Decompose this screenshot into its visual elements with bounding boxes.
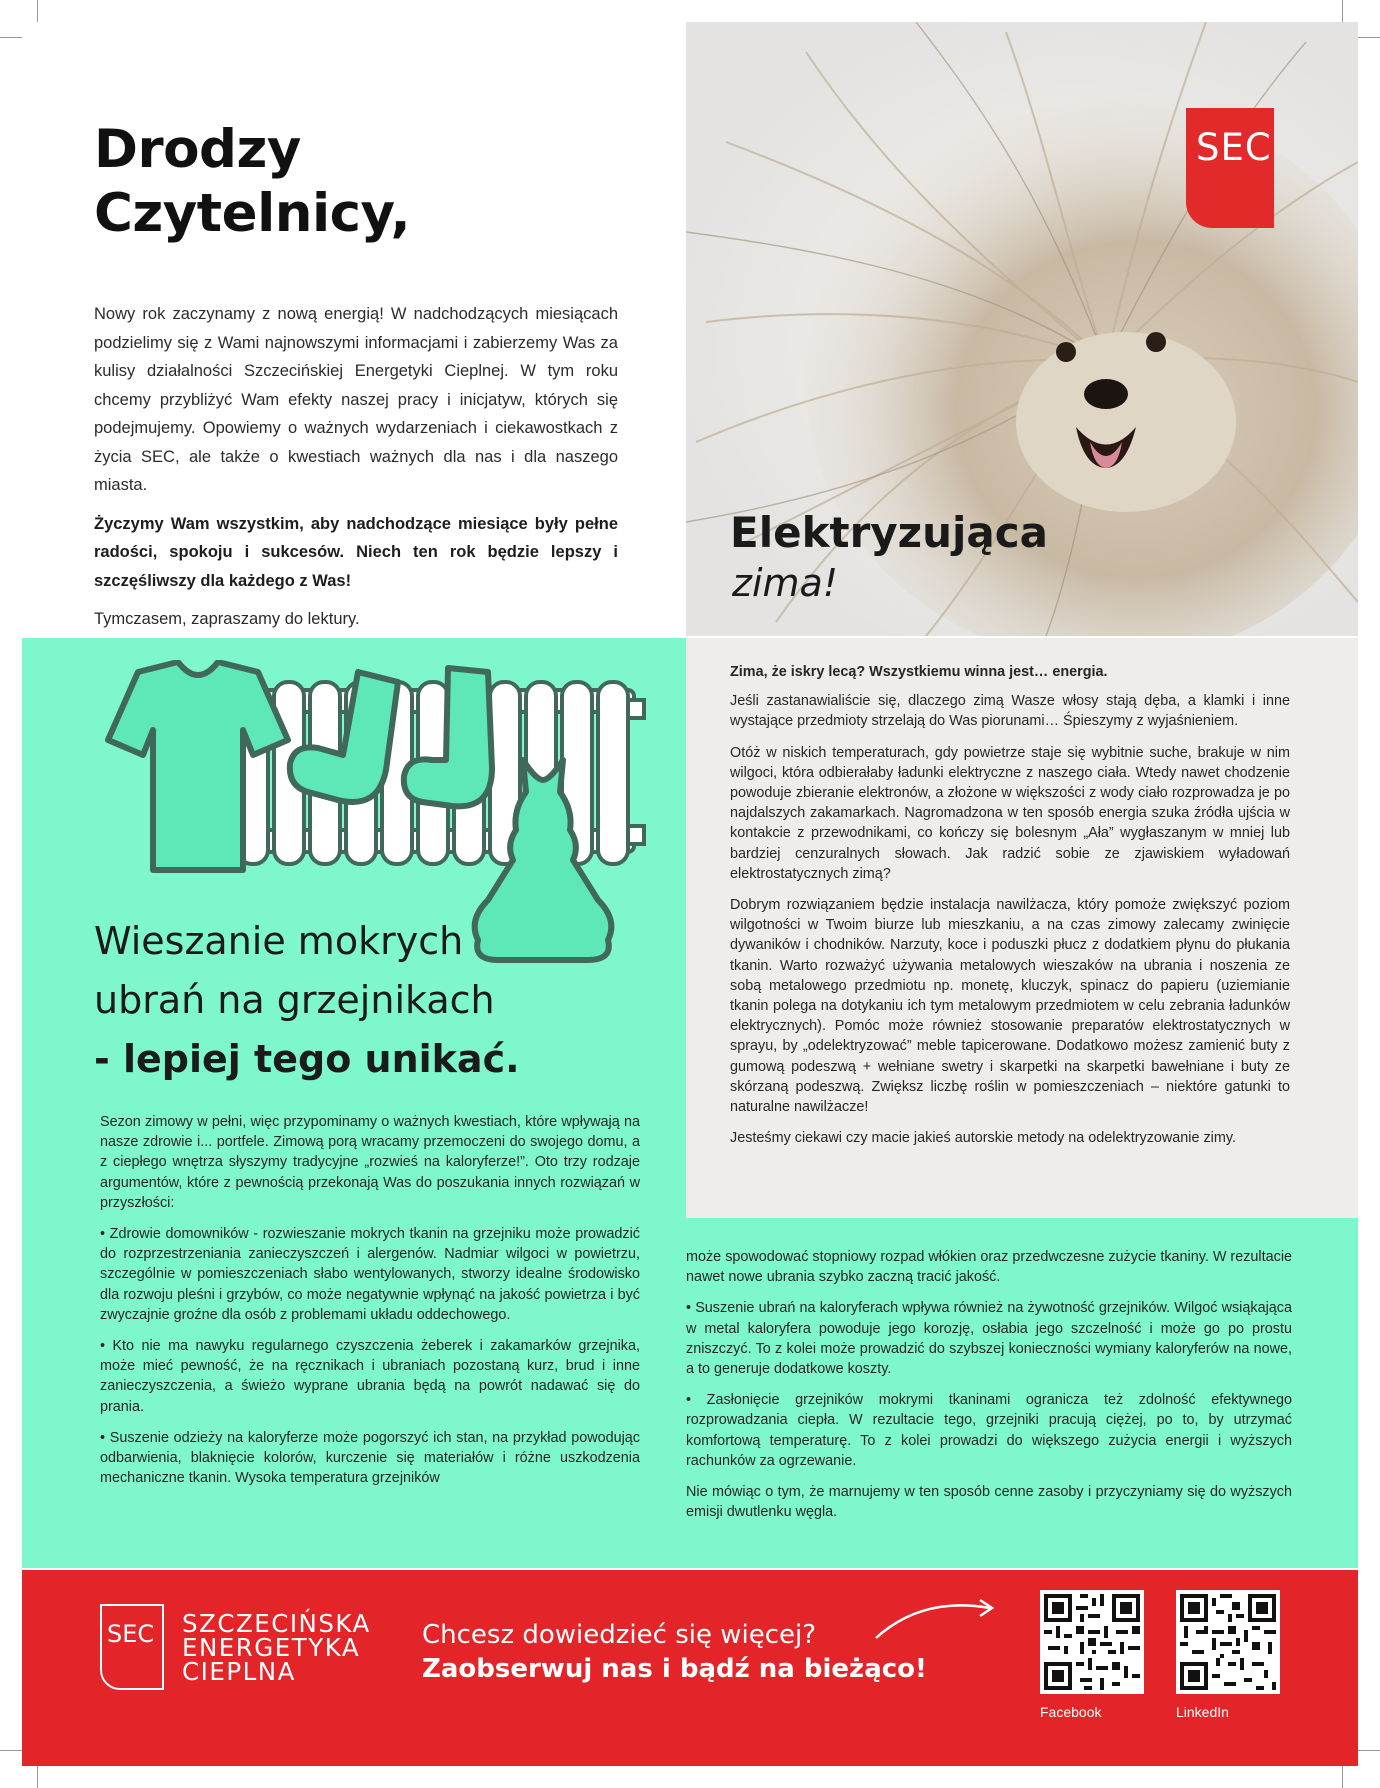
- qr-label-facebook: Facebook: [1040, 1704, 1102, 1720]
- crop-mark: [1358, 37, 1380, 38]
- logo-line: SZCZECIŃSKA: [182, 1609, 371, 1638]
- sec-logo-mark-text: SEC: [107, 1620, 155, 1648]
- crop-mark: [0, 37, 22, 38]
- article-title-electrifying: Elektryzująca: [730, 508, 1048, 557]
- letter-paragraph: Nowy rok zaczynamy z nową energią! W nadchodzących miesiącach podzielimy się z Wami najnowszymi informacjami i zabierzemy Was za kulisy działalności Szczecińskiej Energetyki Cieplnej. W tym roku chcemy przybliżyć Wam efekty naszej pracy i inicjatyw, których się podejmujemy. Opowiemy o ważnych wydarzeniach i ciekawostkach z życia SEC, ale także o kwestiach ważnych dla nas i dla naszego miasta.: [94, 305, 618, 494]
- crop-mark: [1358, 1750, 1380, 1751]
- qr-code-facebook[interactable]: [1040, 1590, 1144, 1694]
- radiator-paragraph: • Zdrowie domowników - rozwieszanie mokrych tkanin na grzejniku może prowadzić do rozprzestrzeniania zanieczyszczeń i alergenów. Nadmiar wilgoci w powietrzu, szczególnie w pomieszczeniach słabo wentylowanych, stworzy idealne środowisko dla rozwoju pleśni i grzybów, co może negatywnie wpłynąć na jakość powietrza i być zwyczajnie groźne dla osób z problemami układu oddechowego.: [100, 1226, 640, 1323]
- qr-code-linkedin[interactable]: [1176, 1590, 1280, 1694]
- radiator-title-line1: Wieszanie mokrych: [94, 919, 464, 963]
- letter-title-line1: Drodzy: [94, 119, 301, 180]
- sec-badge: [1186, 108, 1274, 228]
- electrifying-paragraph: Otóż w niskich temperaturach, gdy powietrze staje się wybitnie suche, brakuje w nim wilgoci, która odbierałaby ładunki elektryczne z naszego ciała. Wtedy nawet chodzenie powoduje zbieranie elektronów, a złożone w większości z wody ciało rozprowadza je po najdalszych zakamarkach. Nagromadzona w ten sposób energia szuka źródła ujścia w kontakcie z przewodnikami, co kończy się bolesnym „Ała” wygłaszanym w mniej lub bardziej cenzuralnych słowach. Jak radzić sobie ze zjawiskiem wyładowań elektrostatycznych zimą?: [730, 744, 1290, 882]
- electrifying-paragraph: Dobrym rozwiązaniem będzie instalacja nawilżacza, który pomoże zwiększyć poziom wilgotności w Twoim biurze lub mieszkaniu, a na czas zimowy zalecamy zwinięcie dywaników i chodników. Narzuty, koce i poduszki płucz z dodatkiem płynu do płukania tkanin. Warto rozważyć używania metalowych wieszaków na ubrania i noszenia ze sobą metalowego przedmiotu np. monetę, kluczyk, spinacz do papieru (uziemianie tkanin polega na dotykaniu ich tym metalowym przedmiotem w celu zebrania ładunków elektrycznych). Pomóc może również stosowanie preparatów elektrostatycznych w sprayu, by „odelektryzować” meble tapicerowane. Dodatkowo możesz zamienić buty z gumową podeszwą + wełniane swetry i skarpetki na skarpetki bawełniane i buty ze skórzaną podeszwą. Zwiększ liczbę roślin w pomieszczeniach – niektóre gatunki to naturalne nawilżacze!: [730, 897, 1290, 1116]
- radiator-article-title: [94, 912, 520, 1089]
- crop-mark: [1342, 1766, 1343, 1788]
- company-logo-text: [182, 1609, 371, 1686]
- radiator-paragraph: • Suszenie ubrań na kaloryferach wpływa również na żywotność grzejników. Wilgoć wsiąkająca w metal kaloryfera powoduje jego korozję, osłabia jego szczelność i może go po prostu zniszczyć. To z kolei może prowadzić do szybszej konieczności wymiany kaloryferów na nowe, a to generuje dodatkowe koszty.: [686, 1300, 1292, 1378]
- radiator-article-left-column: [100, 1112, 640, 1499]
- crop-mark: [37, 0, 38, 22]
- crop-mark: [37, 1766, 38, 1788]
- arrow-icon: [872, 1594, 1002, 1644]
- radiator-title-line2: ubrań na grzejnikach: [94, 978, 495, 1022]
- editorial-letter: [94, 118, 618, 634]
- letter-wishes: Życzymy Wam wszystkim, aby nadchodzące miesiące były pełne radości, spokoju i sukcesów. Niech ten rok będzie lepszy i szczęśliwszy dla każdego z Was!: [94, 514, 618, 590]
- radiator-paragraph: • Kto nie ma nawyku regularnego czyszczenia żeberek i zakamarków grzejnika, może mieć pewność, że na ręcznikach i ubraniach pozostaną kurz, brud i inne zanieczyszczenia, a świeżo wyprane ubrania będą na powrót nadawać się do prania.: [100, 1338, 640, 1415]
- sec-logo-mark: [100, 1604, 164, 1690]
- letter-title-line2: Czytelnicy,: [94, 183, 411, 244]
- electrifying-lead: Zima, że iskry lecą? Wszystkiemu winna jest… energia.: [730, 664, 1108, 680]
- electrifying-paragraph: Jesteśmy ciekawi czy macie jakieś autorskie metody na odelektryzowanie zimy.: [730, 1130, 1236, 1147]
- logo-line: CIEPLNA: [182, 1657, 296, 1686]
- radiator-paragraph: Sezon zimowy w pełni, więc przypominamy o ważnych kwestiach, które wpływają na nasze zdrowie i... portfele. Zimową porą wracamy przemoczeni do swojego domu, a z ciepłego wnętrza słyszymy tradycyjne „rozwieś na kaloryferze!”. Oto trzy rodzaje argumentów, które z pewnością przekonają Was do poszukania innych rozwiązań w przyszłości:: [100, 1114, 640, 1211]
- sec-badge-text: SEC: [1196, 126, 1272, 169]
- article-subtitle-winter: zima!: [732, 561, 839, 605]
- logo-line: ENERGETYKA: [182, 1633, 361, 1662]
- cta-follow: Zaobserwuj nas i bądź na bieżąco!: [422, 1654, 927, 1684]
- crop-mark: [0, 1750, 22, 1751]
- qr-code: [1180, 1594, 1276, 1690]
- qr-code: [1044, 1594, 1140, 1690]
- letter-title: [94, 118, 618, 246]
- letter-closing: Tymczasem, zapraszamy do lektury.: [94, 610, 360, 628]
- radiator-paragraph: • Zasłonięcie grzejników mokrymi tkaninami ogranicza też zdolność efektywnego rozprowadzania ciepła. W rezultacie tego, grzejniki pracują ciężej, po to, by utrzymać komfortową temperaturę. To z kolei prowadzi do większego zużycia energii i wyższych rachunków za ogrzewanie.: [686, 1392, 1292, 1469]
- radiator-title-line3: - lepiej tego unikać.: [94, 1037, 520, 1081]
- qr-label-linkedin: LinkedIn: [1176, 1704, 1229, 1720]
- electrifying-paragraph: Jeśli zastanawialiście się, dlaczego zimą Wasze włosy stają dęba, a klamki i inne wystające przedmioty strzelają do Was piorunami… Śpieszymy z wyjaśnieniem.: [730, 693, 1290, 730]
- radiator-article-right-column: [686, 1247, 1292, 1533]
- radiator-paragraph: • Suszenie odzieży na kaloryferze może pogorszyć ich stan, na przykład powodując odbarwienia, blaknięcie kolorów, kurczenie się materiałów i różne uszkodzenia mechaniczne tkanin. Wysoka temperatura grzejników: [100, 1429, 640, 1487]
- radiator-paragraph: Nie mówiąc o tym, że marnujemy w ten sposób cenne zasoby i przyczyniamy się do wyższych emisji dwutlenku węgla.: [686, 1484, 1292, 1521]
- cta-question: Chcesz dowiedzieć się więcej?: [422, 1620, 817, 1650]
- crop-mark: [1342, 0, 1343, 22]
- radiator-paragraph: może spowodować stopniowy rozpad włókien oraz przedwczesne zużycie tkaniny. W rezultacie nawet nowe ubrania szybko zaczną tracić jakość.: [686, 1249, 1293, 1286]
- electrifying-article-body: [730, 662, 1290, 1159]
